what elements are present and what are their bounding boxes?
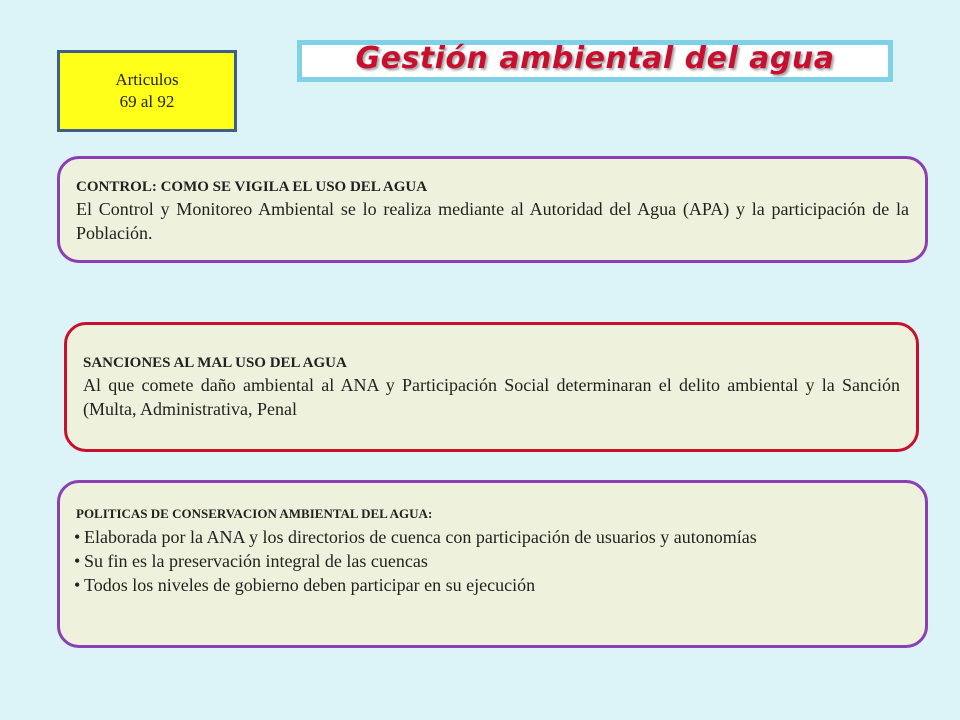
page-title: Gestión ambiental del agua <box>355 40 835 76</box>
list-item: • Todos los niveles de gobierno deben participar en su ejecución <box>76 573 909 597</box>
articles-label: Articulos <box>115 70 179 89</box>
politicas-heading: POLITICAS DE CONSERVACION AMBIENTAL DEL AGUA: <box>76 506 433 521</box>
control-heading: CONTROL: COMO SE VIGILA EL USO DEL AGUA <box>76 179 428 195</box>
list-item: • Su fin es la preservación integral de las cuencas <box>76 549 909 573</box>
politicas-bullet-list <box>76 525 909 597</box>
control-body: El Control y Monitoreo Ambiental se lo realiza mediante al Autoridad del Agua (APA) y la participación de la Población. <box>76 199 909 243</box>
sanciones-body: Al que comete daño ambiental al ANA y Participación Social determinaran el delito ambiental y la Sanción (Multa, Administrativa, Penal <box>83 375 900 419</box>
politicas-card <box>57 480 928 648</box>
sanciones-card <box>64 322 919 452</box>
title-box <box>297 40 893 82</box>
list-item: • Elaborada por la ANA y los directorios de cuenca con participación de usuarios y autonomías <box>76 525 909 549</box>
articles-box <box>57 50 237 132</box>
sanciones-heading: SANCIONES AL MAL USO DEL AGUA <box>83 355 347 371</box>
control-card <box>57 156 928 263</box>
articles-range: 69 al 92 <box>119 92 175 111</box>
